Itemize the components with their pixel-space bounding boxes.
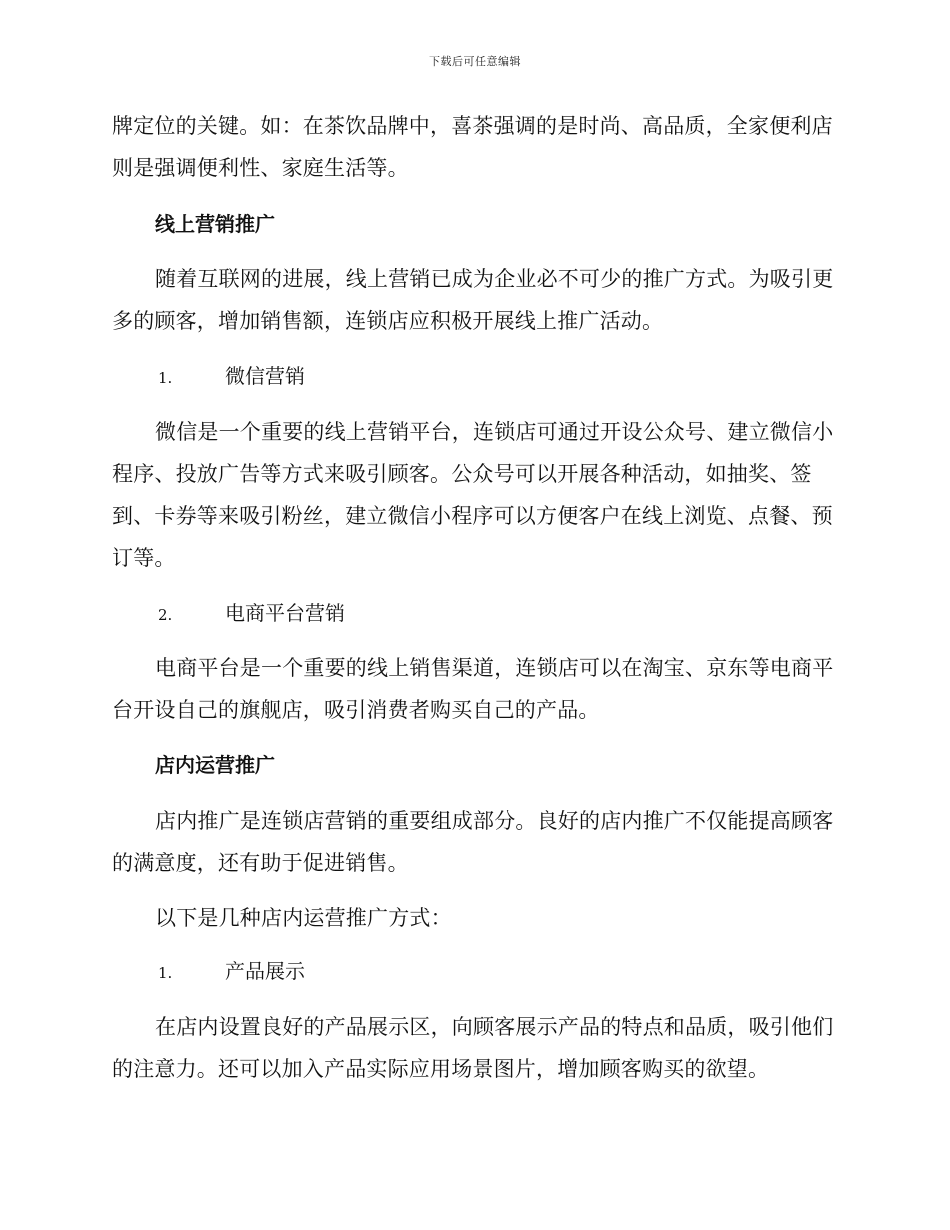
list-item-wechat — [158, 355, 758, 399]
list-item-label: 电商平台营销 — [225, 601, 345, 625]
section-heading-online-marketing: 线上营销推广 — [155, 212, 275, 236]
list-number: 1. — [158, 369, 173, 387]
section-heading-in-store: 店内运营推广 — [155, 753, 275, 777]
paragraph-methods-intro: 以下是几种店内运营推广方式： — [155, 906, 452, 930]
list-item-product-display — [158, 950, 758, 994]
paragraph-product-display: 在店内设置良好的产品展示区，向顾客展示产品的特点和品质，吸引他们的注意力。还可以加入产品实际应用场景图片，增加顾客购买的欲望。 — [112, 1015, 834, 1081]
list-item-label: 微信营销 — [225, 364, 305, 388]
paragraph-wechat: 微信是一个重要的线上营销平台，连锁店可通过开设公众号、建立微信小程序、投放广告等方式来吸引顾客。公众号可以开展各种活动，如抽奖、签到、卡券等来吸引粉丝，建立微信小程序可以方便客户在线上浏览、点餐、预订等。 — [112, 420, 834, 570]
paragraph-in-store: 店内推广是连锁店营销的重要组成部分。良好的店内推广不仅能提高顾客的满意度，还有助于促进销售。 — [112, 809, 834, 875]
paragraph-ecommerce: 电商平台是一个重要的线上销售渠道，连锁店可以在淘宝、京东等电商平台开设自己的旗舰店，吸引消费者购买自己的产品。 — [112, 656, 834, 722]
paragraph-online-marketing: 随着互联网的进展，线上营销已成为企业必不可少的推广方式。为吸引更多的顾客，增加销售额，连锁店应积极开展线上推广活动。 — [112, 267, 834, 333]
list-number: 2. — [158, 606, 173, 624]
list-item-label: 产品展示 — [225, 959, 305, 983]
paragraph-brand-positioning: 牌定位的关键。如：在茶饮品牌中，喜茶强调的是时尚、高品质，全家便利店则是强调便利性、家庭生活等。 — [112, 114, 833, 180]
list-number: 1. — [158, 964, 173, 982]
list-item-ecommerce — [158, 592, 758, 636]
page-header: 下载后可任意编辑 — [429, 55, 521, 68]
